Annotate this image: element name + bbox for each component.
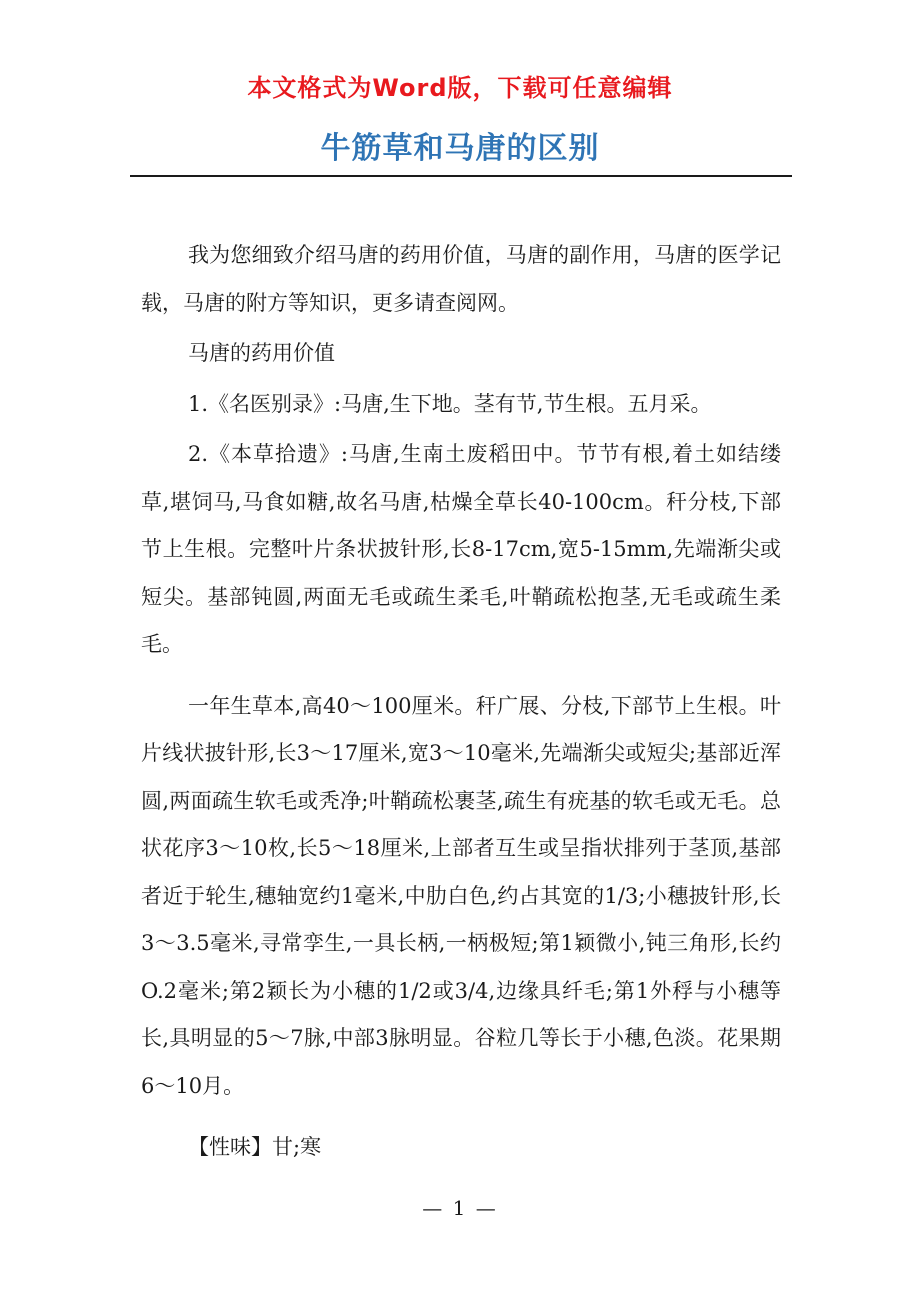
- intro-paragraph: 我为您细致介绍马唐的药用价值，马唐的副作用，马唐的医学记载，马唐的附方等知识，更多请查阅网。: [141, 243, 781, 315]
- download-notice: 本文格式为Word版，下载可任意编辑: [247, 74, 673, 102]
- citation-1: 1.《名医别录》:马唐,生下地。茎有节,节生根。五月采。: [188, 391, 712, 416]
- title-divider: [130, 175, 792, 177]
- property-taste: 【性味】甘;寒: [188, 1135, 322, 1159]
- section-heading: 马唐的药用价值: [188, 341, 335, 365]
- document-body: [141, 232, 781, 1172]
- page-number: — 1 —: [422, 1196, 498, 1220]
- page-title: 牛筋草和马唐的区别: [320, 131, 600, 166]
- citation-2: 2.《本草拾遗》:马唐,生南土废稻田中。节节有根,着土如结缕草,堪饲马,马食如糖,故名马唐,枯燥全草长40-100cm。秆分枝,下部节上生根。完整叶片条状披针形,长8-17cm,宽5-15mm,先端渐尖或短尖。基部钝圆,两面无毛或疏生柔毛,叶鞘疏松抱茎,无毛或疏生柔毛。: [141, 442, 781, 656]
- description-paragraph: 一年生草本,高40～100厘米。秆广展、分枝,下部节上生根。叶片线状披针形,长3～17厘米,宽3～10毫米,先端渐尖或短尖;基部近浑圆,两面疏生软毛或秃净;叶鞘疏松裹茎,疏生有疣基的软毛或无毛。总状花序3～10枚,长5～18厘米,上部者互生或呈指状排列于茎顶,基部者近于轮生,穗轴宽约1毫米,中肋白色,约占其宽的1/3;小穗披针形,长3～3.5毫米,寻常孪生,一具长柄,一柄极短;第1颖微小,钝三角形,长约O.2毫米;第2颖长为小穗的1/2或3/4,边缘具纤毛;第1外稃与小穗等长,具明显的5～7脉,中部3脉明显。谷粒几等长于小穗,色淡。花果期6～10月。: [141, 693, 781, 1098]
